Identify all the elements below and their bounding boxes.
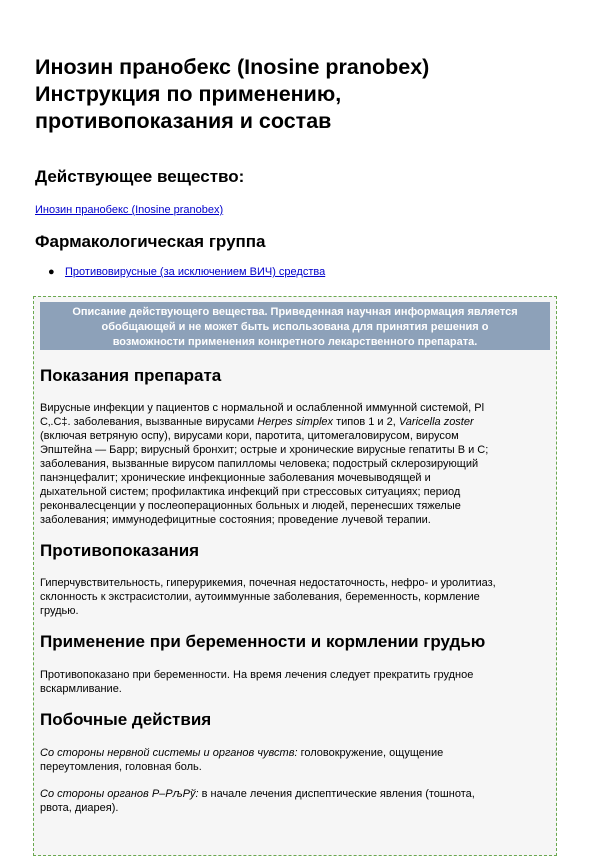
notice-line-1: Описание действующего вещества. Приведенная научная информация является xyxy=(72,306,518,318)
side-effects-text-1: Со стороны нервной системы и органов чувств: головокружение, ощущение переутомления, головная боль. xyxy=(40,747,444,773)
contraindications-text: Гиперчувствительность, гиперурикемия, почечная недостаточность, нефро- и уролитиаз, склонность к экстрасистолии, аутоиммунные заболевания, беременность, кормление грудью. xyxy=(40,577,496,617)
pharm-group-link[interactable]: Противовирусные (за исключением ВИЧ) средства xyxy=(65,266,326,278)
notice-banner xyxy=(40,302,550,350)
side-effects-heading: Побочные действия xyxy=(40,710,212,729)
pregnancy-text: Противопоказано при беременности. На время лечения следует прекратить грудное вскармливание. xyxy=(40,669,474,695)
active-substance-link[interactable]: Инозин пранобекс (Inosine pranobex) xyxy=(35,204,224,216)
pharm-group-list xyxy=(48,266,325,279)
side-effects-text-2: Со стороны органов Р–РљРў: в начале лечения диспептические явления (тошнота, рвота, диарея). xyxy=(40,788,475,814)
pregnancy-heading: Применение при беременности и кормлении грудью xyxy=(40,632,486,651)
contraindications-heading: Противопоказания xyxy=(40,541,200,560)
pharm-group-heading: Фармакологическая группа xyxy=(35,232,266,251)
title-line-2: Инструкция по применению, xyxy=(35,82,342,106)
title-line-3: противопоказания и состав xyxy=(35,109,332,133)
active-substance-heading: Действующее вещество: xyxy=(35,167,245,186)
indications-heading: Показания препарата xyxy=(40,366,222,385)
title-line-1: Инозин пранобекс (Inosine pranobex) xyxy=(35,55,430,79)
notice-line-2: обобщающей и не может быть использована для принятия решения о xyxy=(101,321,489,333)
description-box xyxy=(33,296,557,856)
bullet-icon: ● xyxy=(48,266,55,278)
list-item xyxy=(48,266,325,279)
document-title xyxy=(35,54,565,135)
indications-text: Вирусные инфекции у пациентов с нормальной и ослабленной иммунной системой, Pl С‚.С‡. заболевания, вызванные вирусами Herpes simplex типов 1 и 2, Varicella zoster (включая ветряную оспу), вирусами кори, паротита, цитомегаловирусом, вирусом Эпштейна — Барр; вирусный бронхит; острые и хронические вирусные гепатиты В и С; заболевания, вызванные вирусом папилломы человека; подострый склерозирующий панэнцефалит; хронические инфекционные заболевания мочевыводящей и дыхательной систем; профилактика инфекций при стрессовых ситуациях; период реконвалесценции у послеоперационных больных и людей, перенесших тяжелые заболевания; иммунодефицитные состояния; проведение лучевой терапии. xyxy=(40,402,489,526)
notice-line-3: возможности применения конкретного лекарственного препарата. xyxy=(112,336,478,348)
